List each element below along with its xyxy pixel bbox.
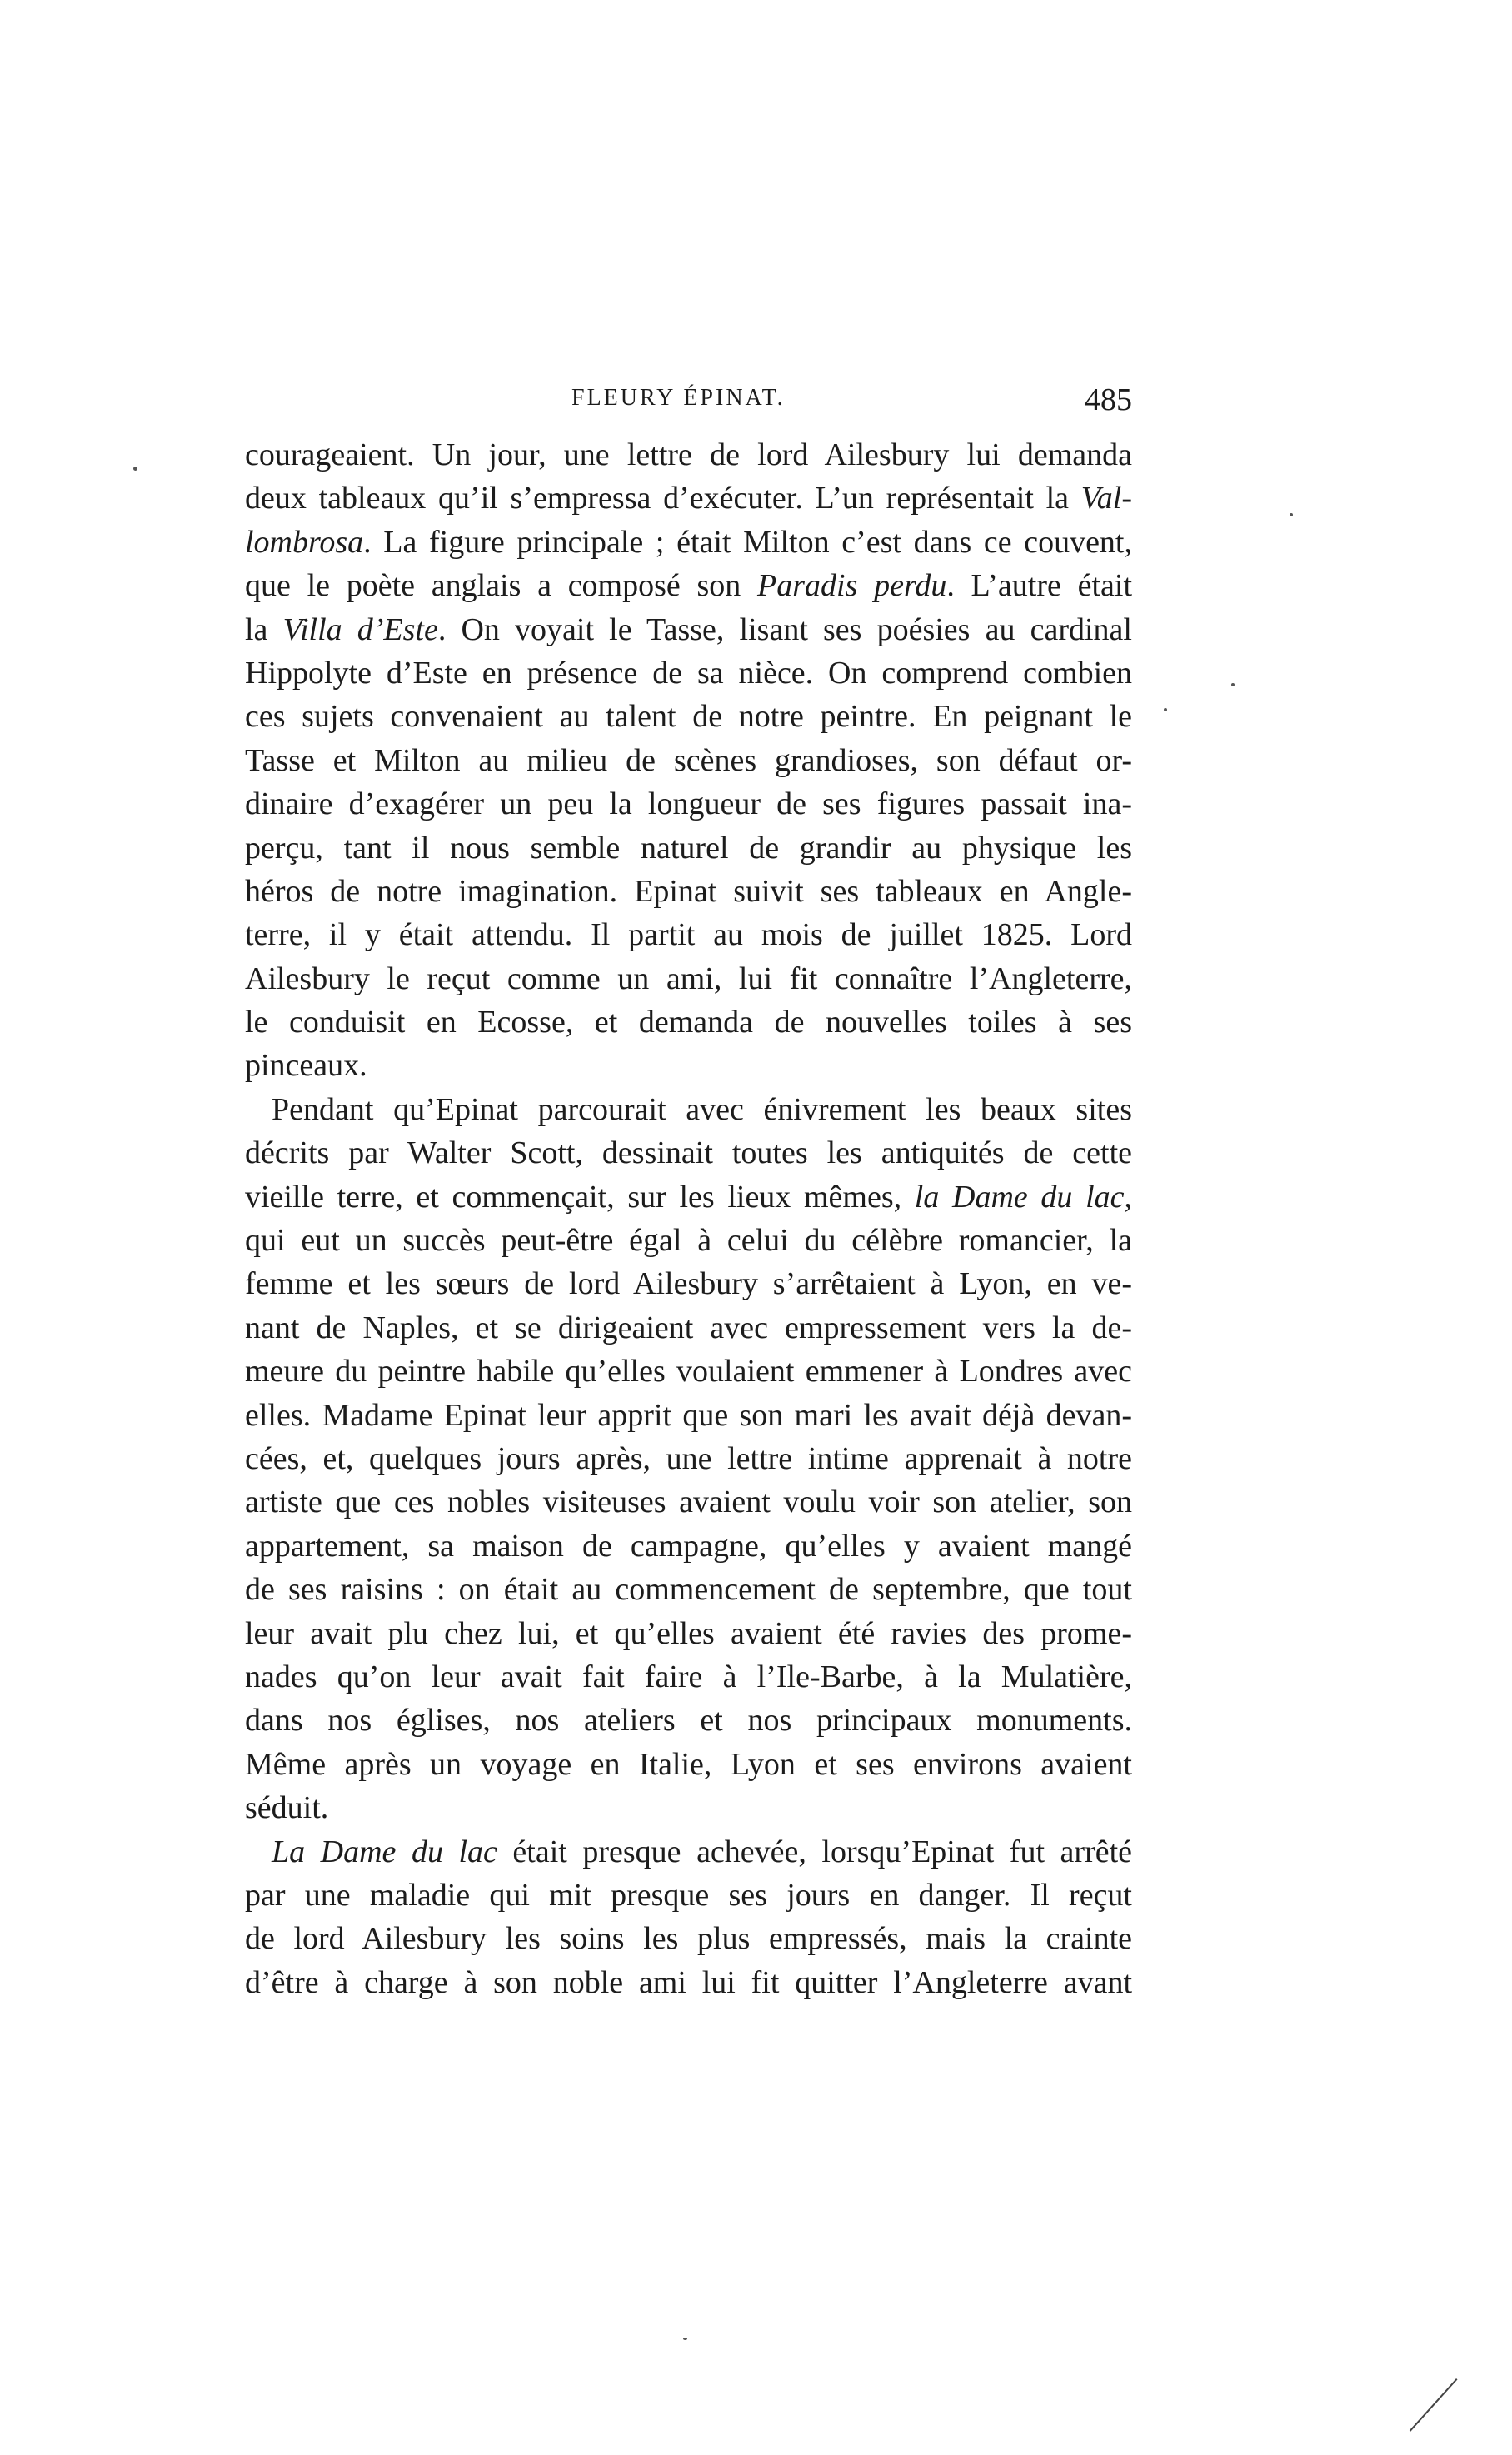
page-header — [245, 382, 1132, 423]
text-line: que le poète anglais a composé son Paradis perdu. L’autre était — [245, 568, 1132, 604]
text-line: elles. Madame Epinat leur apprit que son mari les avait déjà devan- — [245, 1397, 1132, 1433]
text-line: terre, il y était attendu. Il partit au mois de juillet 1825. Lord — [245, 917, 1132, 953]
scan-corner-mark — [1410, 2378, 1458, 2432]
text-line: qui eut un succès peut-être égal à celui du célèbre romancier, la — [245, 1223, 1132, 1259]
text-line: dinaire d’exagérer un peu la longueur de ses figures passait ina- — [245, 786, 1132, 822]
paragraph-end-line: séduit. — [245, 1790, 329, 1826]
running-title: FLEURY ÉPINAT. — [571, 385, 786, 411]
text-line: perçu, tant il nous semble naturel de grandir au physique les — [245, 830, 1132, 866]
text-line: Ailesbury le reçut comme un ami, lui fit connaître l’Angleterre, — [245, 961, 1132, 996]
text-line: lombrosa. La figure principale ; était Milton c’est dans ce couvent, — [245, 524, 1132, 560]
text-line: appartement, sa maison de campagne, qu’elles y avaient mangé — [245, 1528, 1132, 1564]
paragraph-end-line: pinceaux. — [245, 1048, 367, 1084]
text-line: artiste que ces nobles visiteuses avaient voulu voir son atelier, son — [245, 1484, 1132, 1520]
text-line: nant de Naples, et se dirigeaient avec empressement vers la de- — [245, 1310, 1132, 1345]
text-line: Tasse et Milton au milieu de scènes grandioses, son défaut or- — [245, 742, 1132, 778]
text-line: Même après un voyage en Italie, Lyon et ses environs avaient — [245, 1746, 1132, 1782]
text-line: courageaient. Un jour, une lettre de lord Ailesbury lui demanda — [245, 437, 1132, 472]
text-line: le conduisit en Ecosse, et demanda de nouvelles toiles à ses — [245, 1005, 1132, 1040]
text-line: de lord Ailesbury les soins les plus empressés, mais la crainte — [245, 1921, 1132, 1957]
text-line: par une maladie qui mit presque ses jours en danger. Il reçut — [245, 1877, 1132, 1913]
text-line: Hippolyte d’Este en présence de sa nièce. On comprend combien — [245, 655, 1132, 691]
body-text — [245, 433, 1132, 2004]
scan-speck — [683, 2338, 687, 2340]
text-line: dans nos églises, nos ateliers et nos principaux monuments. — [245, 1703, 1132, 1739]
paragraph-start-line: La Dame du lac était presque achevée, lorsqu’Epinat fut arrêté — [272, 1834, 1133, 1869]
text-line: leur avait plu chez lui, et qu’elles avaient été ravies des prome- — [245, 1615, 1132, 1651]
scan-speck — [133, 467, 137, 471]
text-line: meure du peintre habile qu’elles voulaient emmener à Londres avec — [245, 1354, 1132, 1390]
text-line: nades qu’on leur avait fait faire à l’Ile-Barbe, à la Mulatière, — [245, 1659, 1132, 1694]
page-number: 485 — [1085, 382, 1132, 417]
text-line: de ses raisins : on était au commencement de septembre, que tout — [245, 1572, 1132, 1608]
scan-speck — [1231, 683, 1235, 686]
text-line: femme et les sœurs de lord Ailesbury s’arrêtaient à Lyon, en ve- — [245, 1266, 1132, 1302]
text-line: ces sujets convenaient au talent de notre peintre. En peignant le — [245, 699, 1132, 735]
text-line: deux tableaux qu’il s’empressa d’exécuter. L’un représentait la Val- — [245, 481, 1132, 516]
text-line: héros de notre imagination. Epinat suivit ses tableaux en Angle- — [245, 873, 1132, 909]
text-line: vieille terre, et commençait, sur les lieux mêmes, la Dame du lac, — [245, 1179, 1133, 1215]
text-line: la Villa d’Este. On voyait le Tasse, lisant ses poésies au cardinal — [245, 611, 1132, 647]
paragraph-start-line: Pendant qu’Epinat parcourait avec énivrement les beaux sites — [272, 1091, 1132, 1127]
text-line: cées, et, quelques jours après, une lettre intime apprenait à notre — [245, 1440, 1132, 1476]
scan-speck — [1164, 708, 1167, 711]
text-line: décrits par Walter Scott, dessinait toutes les antiquités de cette — [245, 1135, 1132, 1171]
text-line: d’être à charge à son noble ami lui fit quitter l’Angleterre avant — [245, 1964, 1132, 2000]
scan-speck — [1290, 513, 1293, 516]
